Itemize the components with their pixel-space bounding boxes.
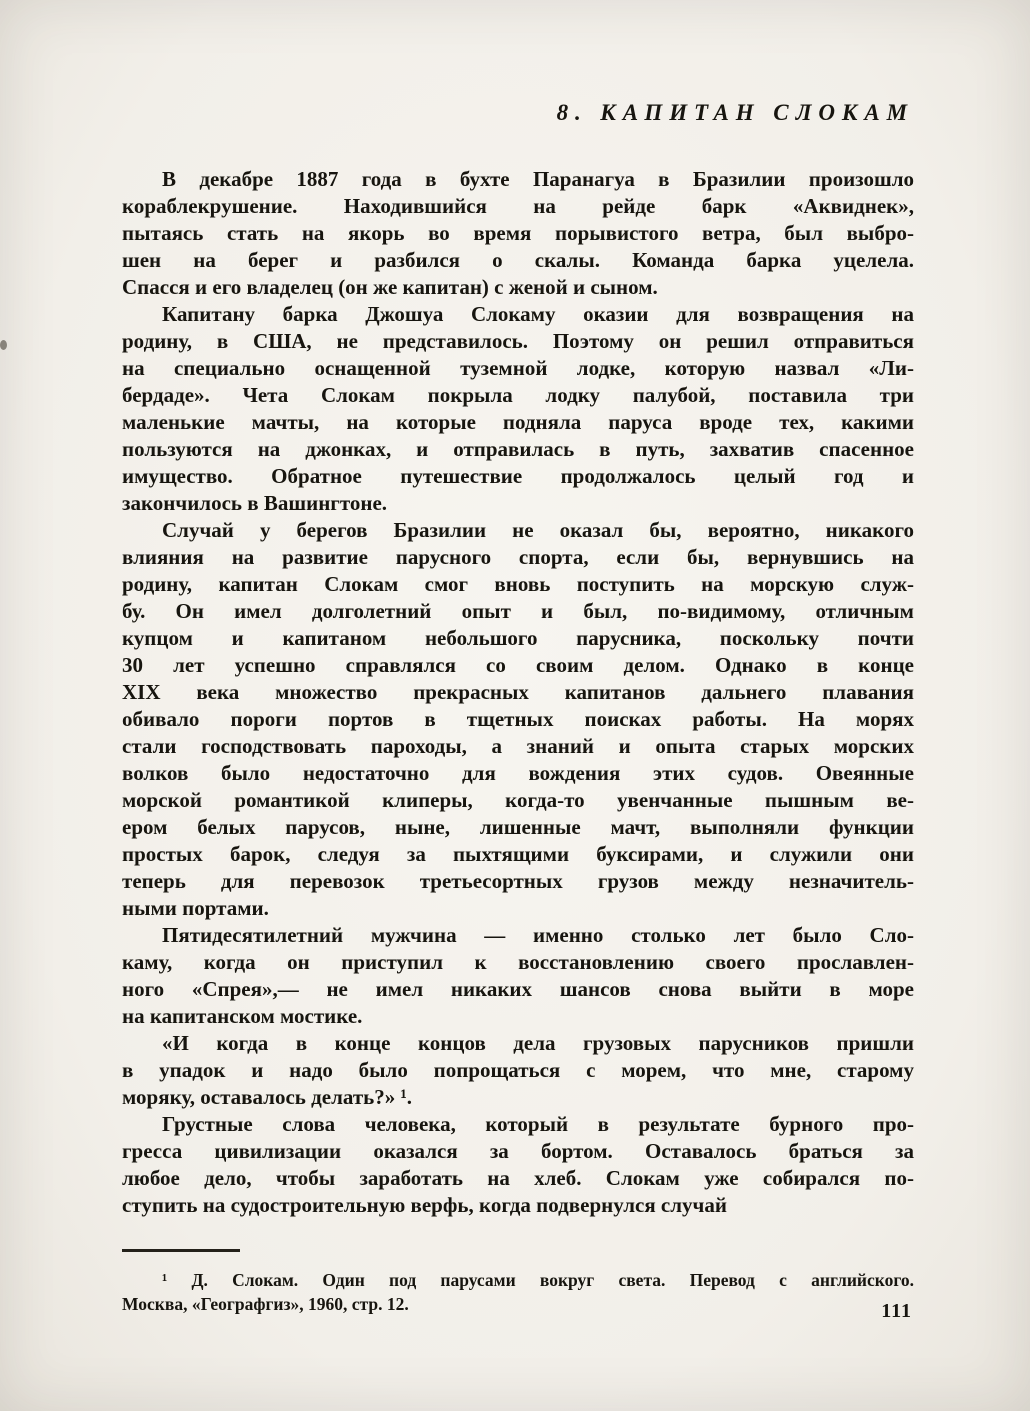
text-line: теперь для перевозок третьесортных грузов между незначитель-: [122, 869, 914, 893]
footnote: [122, 1268, 914, 1316]
text-line: 30 лет успешно справлялся со своим делом. Однако в конце: [122, 653, 914, 677]
paragraph: [122, 1111, 914, 1219]
text-line: стали господствовать пароходы, а знаний и опыта старых морских: [122, 734, 914, 758]
text-line: пытаясь стать на якорь во время порывистого ветра, был выбро-: [122, 221, 914, 245]
paragraph: [122, 517, 914, 922]
text-line: В декабре 1887 года в бухте Паранагуа в Бразилии произошло: [162, 167, 914, 191]
paragraph: [122, 301, 914, 517]
text-line: Спасся и его владелец (он же капитан) с женой и сыном.: [122, 275, 658, 299]
text-line: маленькие мачты, на которые подняла паруса вроде тех, какими: [122, 410, 914, 434]
paragraph: [122, 166, 914, 301]
text-line: простых барок, следуя за пыхтящими буксирами, и служили они: [122, 842, 914, 866]
page-number: 111: [881, 1300, 912, 1322]
text-line: шен на берег и разбился о скалы. Команда барка уцелела.: [122, 248, 914, 272]
text-line: любое дело, чтобы заработать на хлеб. Слокам уже собирался по-: [122, 1166, 914, 1190]
text-line: на капитанском мостике.: [122, 1004, 363, 1028]
text-line: ером белых парусов, ныне, лишенные мачт, выполняли функции: [122, 815, 914, 839]
footnote-divider: [122, 1249, 240, 1252]
text-line: Грустные слова человека, который в результате бурного про-: [162, 1112, 914, 1136]
text-line: волков было недостаточно для вождения этих судов. Овеянные: [122, 761, 914, 785]
text-line: влияния на развитие парусного спорта, если бы, вернувшись на: [122, 545, 914, 569]
text-line: родину, в США, не представилось. Поэтому он решил отправиться: [122, 329, 914, 353]
text-line: в упадок и надо было попрощаться с морем, что мне, старому: [122, 1058, 914, 1082]
text-line: «И когда в конце концов дела грузовых парусников пришли: [162, 1031, 914, 1055]
text-line: на специально оснащенной туземной лодке, которую назвал «Ли-: [122, 356, 914, 380]
text-line: ступить на судостроительную верфь, когда подвернулся случай: [122, 1193, 727, 1217]
text-line: Капитану барка Джошуа Слокаму оказии для возвращения на: [162, 302, 914, 326]
text-line: родину, капитан Слокам смог вновь поступить на морскую служ-: [122, 572, 914, 596]
text-line: моряку, оставалось делать?» ¹.: [122, 1085, 413, 1109]
text-line: пользуются на джонках, и отправилась в путь, захватив спасенное: [122, 437, 914, 461]
page-content: [122, 0, 914, 1316]
text-line: Случай у берегов Бразилии не оказал бы, вероятно, никакого: [162, 518, 914, 542]
text-line: XIX века множество прекрасных капитанов дальнего плавания: [122, 680, 914, 704]
text-line: морской романтикой клиперы, когда-то увенчанные пышным ве-: [122, 788, 914, 812]
text-line: купцом и капитаном небольшого парусника, поскольку почти: [122, 626, 914, 650]
text-line: ными портами.: [122, 896, 269, 920]
text-line: каму, когда он приступил к восстановлению своего прославлен-: [122, 950, 914, 974]
text-line: ¹ Д. Слокам. Один под парусами вокруг света. Перевод с английского.: [162, 1270, 914, 1290]
text-line: обивало пороги портов в тщетных поисках работы. На морях: [122, 707, 914, 731]
text-line: кораблекрушение. Находившийся на рейде барк «Аквиднек»,: [122, 194, 914, 218]
paragraph: [122, 1030, 914, 1111]
text-line: бердаде». Чета Слокам покрыла лодку палубой, поставила три: [122, 383, 914, 407]
text-line: имущество. Обратное путешествие продолжалось целый год и: [122, 464, 914, 488]
chapter-title: 8. КАПИТАН СЛОКАМ: [556, 100, 914, 125]
text-line: гресса цивилизации оказался за бортом. Оставалось браться за: [122, 1139, 914, 1163]
text-line: Москва, «Географгиз», 1960, стр. 12.: [122, 1294, 409, 1314]
text-line: закончилось в Вашингтоне.: [122, 491, 388, 515]
scan-artifact: [0, 340, 7, 350]
page-body: [122, 166, 914, 1219]
paragraph: [122, 922, 914, 1030]
text-line: ного «Спрея»,— не имел никаких шансов снова выйти в море: [122, 977, 914, 1001]
text-line: бу. Он имел долголетний опыт и был, по-видимому, отличным: [122, 599, 914, 623]
text-line: Пятидесятилетний мужчина — именно столько лет было Сло-: [162, 923, 914, 947]
